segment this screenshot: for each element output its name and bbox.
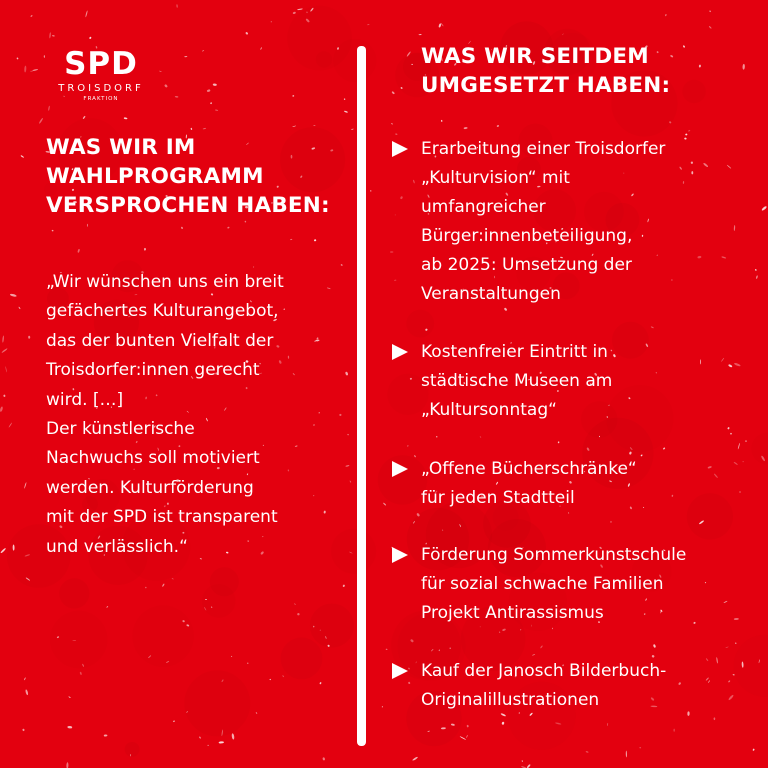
- grunge-speck: [313, 125, 315, 126]
- grunge-speck: [480, 436, 482, 438]
- grunge-speck: [293, 11, 297, 14]
- grunge-speck: [231, 733, 234, 740]
- arrow-right-icon: [392, 663, 408, 679]
- column-divider: [357, 46, 366, 746]
- grunge-speck: [181, 227, 183, 229]
- grunge-speck: [665, 14, 666, 16]
- grunge-mottle: [184, 670, 250, 736]
- grunge-speck: [202, 50, 204, 52]
- grunge-speck: [395, 214, 396, 215]
- list-item-text: Kauf der Janosch Bilderbuch- Originalillustrationen: [421, 661, 667, 710]
- spd-logo: [46, 48, 156, 103]
- grunge-speck: [441, 120, 443, 122]
- grunge-speck: [294, 603, 296, 605]
- list-item-text: Förderung Sommerkunstschule für sozial schwache Familien Projekt Antirassismus: [421, 545, 687, 623]
- grunge-speck: [207, 745, 208, 747]
- grunge-speck: [290, 239, 292, 240]
- grunge-speck: [390, 251, 393, 252]
- grunge-speck: [521, 760, 523, 762]
- grunge-speck: [49, 32, 51, 38]
- grunge-speck: [68, 696, 71, 698]
- grunge-speck: [245, 221, 247, 223]
- grunge-speck: [466, 725, 468, 728]
- grunge-speck: [124, 117, 128, 119]
- grunge-speck: [210, 102, 212, 104]
- grunge-mottle: [132, 605, 193, 666]
- grunge-speck: [85, 10, 88, 17]
- grunge-speck: [297, 8, 303, 10]
- grunge-speck: [89, 36, 92, 39]
- grunge-speck: [653, 644, 656, 648]
- list-item-text: „Offene Bücherschränke“ für jeden Stadtteil: [421, 459, 637, 508]
- grunge-speck: [215, 109, 218, 111]
- grunge-speck: [466, 735, 467, 738]
- grunge-speck: [386, 649, 388, 650]
- grunge-speck: [67, 726, 72, 729]
- list-item-text: Kostenfreier Eintritt in städtische Museen am „Kultursonntag“: [421, 342, 613, 420]
- grunge-speck: [1, 348, 8, 353]
- grunge-speck: [319, 682, 322, 685]
- grunge-speck: [391, 123, 393, 125]
- grunge-speck: [10, 293, 17, 297]
- grunge-mottle: [310, 604, 354, 648]
- grunge-speck: [532, 654, 535, 656]
- grunge-speck: [340, 264, 342, 266]
- grunge-mottle: [406, 310, 434, 338]
- grunge-speck: [52, 230, 54, 232]
- grunge-speck: [418, 34, 421, 35]
- grunge-speck: [527, 764, 531, 768]
- grunge-speck: [87, 224, 88, 227]
- grunge-speck: [586, 751, 589, 753]
- program-quote: „Wir wünschen uns ein breit gefächertes Kulturangebot, das der bunten Vielfalt der Troisdorfer:innen gerecht wird. […] Der künstlerische Nachwuchs soll motiviert werden. Kulturförderung mit der SPD ist transparent und verlässlich.“: [46, 272, 284, 557]
- grunge-speck: [164, 84, 168, 88]
- grunge-speck: [16, 57, 18, 59]
- grunge-speck: [24, 677, 26, 680]
- grunge-speck: [104, 734, 108, 736]
- grunge-speck: [414, 455, 416, 458]
- grunge-mottle: [125, 742, 140, 757]
- grunge-speck: [30, 15, 33, 18]
- grunge-speck: [219, 741, 224, 744]
- grunge-speck: [28, 336, 30, 339]
- grunge-speck: [412, 756, 418, 761]
- grunge-speck: [144, 248, 146, 251]
- grunge-speck: [227, 226, 230, 228]
- grunge-speck: [400, 196, 403, 200]
- grunge-speck: [745, 440, 747, 442]
- grunge-speck: [77, 249, 80, 253]
- grunge-speck: [52, 35, 55, 37]
- grunge-speck: [106, 606, 108, 608]
- arrow-right-icon: [392, 461, 408, 477]
- list-item-text: Erarbeitung einer Troisdorfer „Kulturvision“ mit umfangreicher Bürger:innenbeteiligung, ab 2025: Umsetzung der Veranstaltungen: [421, 139, 666, 304]
- grunge-speck: [20, 155, 24, 158]
- grunge-speck: [297, 613, 299, 615]
- grunge-speck: [30, 71, 33, 72]
- grunge-speck: [190, 128, 192, 131]
- grunge-speck: [382, 706, 383, 707]
- grunge-speck: [663, 447, 666, 450]
- grunge-speck: [558, 441, 560, 443]
- left-heading: WAS WIR IM WAHLPROGRAMM VERSPROCHEN HABEN:: [46, 135, 330, 218]
- grunge-speck: [3, 394, 5, 397]
- logo-subtitle: FRAKTION: [83, 96, 119, 102]
- grunge-speck: [752, 748, 754, 751]
- grunge-speck: [245, 32, 248, 35]
- grunge-speck: [394, 280, 396, 281]
- grunge-speck: [24, 482, 27, 489]
- grunge-speck: [22, 728, 25, 731]
- grunge-speck: [730, 433, 732, 435]
- grunge-mottle: [202, 584, 236, 618]
- grunge-speck: [438, 23, 441, 28]
- grunge-speck: [213, 83, 217, 86]
- grunge-speck: [66, 762, 68, 768]
- grunge-speck: [725, 646, 728, 648]
- grunge-speck: [674, 729, 675, 732]
- grunge-mottle: [287, 6, 352, 71]
- grunge-speck: [145, 587, 147, 589]
- grunge-speck: [176, 4, 178, 8]
- grunge-mottle: [281, 638, 323, 680]
- grunge-speck: [497, 125, 500, 127]
- grunge-speck: [607, 723, 608, 726]
- grunge-speck: [351, 128, 354, 130]
- grunge-speck: [162, 583, 165, 587]
- logo-wordmark: SPD: [64, 46, 138, 82]
- grunge-speck: [271, 21, 273, 23]
- grunge-speck: [639, 747, 641, 748]
- grunge-speck: [5, 366, 7, 372]
- arrow-right-icon: [392, 141, 408, 157]
- grunge-speck: [408, 681, 411, 684]
- arrow-right-icon: [392, 547, 408, 563]
- grunge-speck: [44, 55, 45, 58]
- grunge-speck: [24, 66, 26, 73]
- grunge-speck: [199, 736, 201, 739]
- grunge-speck: [32, 69, 38, 72]
- grunge-speck: [540, 645, 543, 649]
- grunge-speck: [370, 190, 372, 192]
- grunge-speck: [413, 180, 415, 184]
- grunge-speck: [713, 717, 715, 720]
- grunge-speck: [383, 502, 387, 505]
- grunge-speck: [80, 672, 82, 676]
- grunge-speck: [25, 689, 29, 695]
- grunge-speck: [688, 130, 691, 132]
- grunge-mottle: [59, 578, 89, 608]
- grunge-speck: [207, 89, 211, 92]
- grunge-speck: [344, 110, 348, 113]
- grunge-speck: [172, 578, 174, 580]
- grunge-speck: [436, 436, 438, 438]
- grunge-speck: [184, 56, 187, 57]
- grunge-speck: [367, 24, 369, 25]
- grunge-speck: [231, 656, 232, 657]
- grunge-speck: [292, 95, 294, 97]
- grunge-speck: [292, 125, 296, 127]
- grunge-speck: [407, 445, 408, 446]
- logo-city: TROISDORF: [58, 83, 144, 94]
- grunge-speck: [391, 91, 395, 95]
- grunge-mottle: [50, 611, 107, 668]
- grunge-speck: [502, 721, 505, 724]
- grunge-speck: [709, 10, 711, 12]
- grunge-speck: [203, 128, 207, 130]
- grunge-speck: [175, 96, 179, 98]
- grunge-speck: [255, 712, 257, 714]
- grunge-speck: [735, 642, 736, 644]
- grunge-speck: [173, 720, 175, 722]
- grunge-speck: [651, 326, 654, 328]
- grunge-speck: [395, 134, 397, 135]
- grunge-speck: [260, 47, 262, 50]
- arrow-right-icon: [392, 344, 408, 360]
- grunge-speck: [342, 584, 345, 587]
- grunge-speck: [464, 127, 468, 129]
- grunge-speck: [322, 757, 325, 760]
- grunge-speck: [314, 239, 317, 241]
- grunge-speck: [270, 679, 271, 680]
- grunge-speck: [18, 306, 20, 309]
- grunge-speck: [460, 736, 467, 740]
- grunge-speck: [738, 443, 741, 450]
- grunge-speck: [39, 118, 44, 124]
- grunge-speck: [159, 71, 162, 73]
- grunge-speck: [282, 675, 284, 677]
- grunge-speck: [709, 26, 712, 29]
- grunge-speck: [626, 751, 627, 758]
- grunge-speck: [0, 548, 6, 554]
- grunge-speck: [344, 98, 346, 100]
- grunge-speck: [48, 106, 51, 111]
- grunge-speck: [2, 336, 3, 343]
- grunge-speck: [8, 422, 12, 427]
- grunge-speck: [0, 406, 3, 412]
- grunge-speck: [610, 521, 613, 524]
- grunge-speck: [727, 427, 730, 430]
- grunge-speck: [247, 662, 248, 664]
- right-heading: WAS WIR SEITDEM UMGESETZT HABEN:: [421, 44, 671, 98]
